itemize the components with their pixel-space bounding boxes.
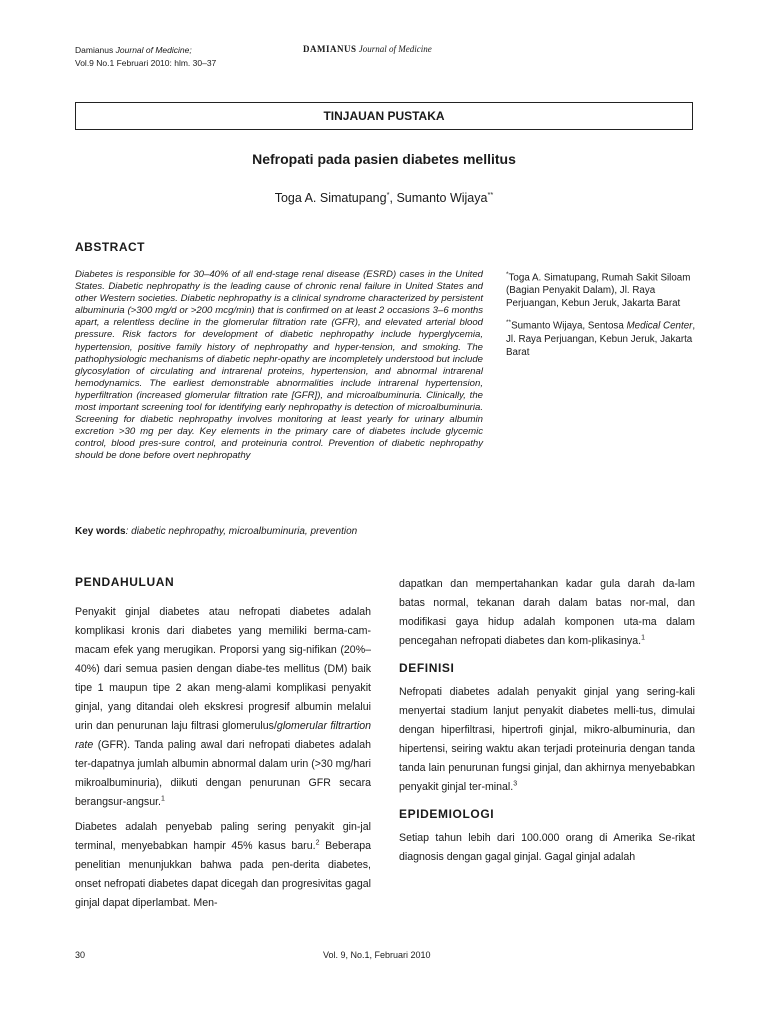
- paragraph: Nefropati diabetes adalah penyakit ginjal yang sering-kali menyertai stadium lanjut penyakit diabetes melli-tus, dimulai dengan hiperfiltrasi, hipertrofi ginjal, mikro-albuminuria, dan hipertensi, seiring waktu akan terjadi proteinuria dengan tanda tanda lain penurunan fungsi ginjal, dan akhirnya menyebabkan penyakit ginjal ter-minal.$^3$: [399, 686, 695, 793]
- section-heading-pendahuluan: PENDAHULUAN: [75, 575, 175, 589]
- affiliations: [506, 268, 698, 365]
- section-heading-definisi: DEFINISI: [399, 661, 455, 675]
- volume-line: Vol.9 No.1 Februari 2010: hlm. 30–37: [75, 58, 217, 68]
- body-column-left: [75, 575, 371, 913]
- paragraph: dapatkan dan mempertahankan kadar gula darah da-lam batas normal, tekanan darah dalam batas nor-mal, dan modifikasi gaya hidup adalah komponen uta-ma dalam pencegahan nefropati diabetes dan kom-plikasinya.$^1$: [399, 578, 695, 647]
- author-line: Toga A. Simatupang*, Sumanto Wijaya**: [274, 190, 494, 206]
- affiliation-1: *Toga A. Simatupang, Rumah Sakit Siloam (Bagian Penyakit Dalam), Jl. Raya Perjuangan, Kebun Jeruk, Jakarta Barat: [506, 271, 691, 310]
- page-number: 30: [75, 950, 86, 960]
- paragraph: Diabetes adalah penyebab paling sering penyakit gin-jal terminal, menyebabkan hampir 45% kasus baru.$^2$ Beberapa penelitian menunjukkan bahwa pada pen-derita diabetes, onset nefropati diabetes dapat dicegah dan progresivitas gagal ginjal dapat diperlambat. Men-: [75, 821, 372, 909]
- paragraph: Penyakit ginjal diabetes atau nefropati diabetes adalah komplikasi kronis dari diabetes yang memiliki berma-cam-macam efek yang merugikan. Proporsi yang sig-nifikan (20%–40%) dari semua pasien dengan diabe-tes mellitus (DM) baik tipe 1 maupun tipe 2 akan meng-alami komplikasi penyakit ginjal, yang ditandai oleh ekskresi progresif albumin melalui urin dan penurunan laju filtrasi glomerulus/glomerular filtrartion rate (GFR). Tanda paling awal dari nefropati diabetes adalah ter-dapatnya jumlah albumin abnormal dalam urin (>30 mg/hari mikroalbuminuria), diikuti dengan penurunan GFR secara berangsur-angsur.$^1$: [75, 606, 371, 808]
- journal-citation: [75, 44, 216, 70]
- abstract-heading: ABSTRACT: [75, 240, 145, 254]
- affiliation-2: **Sumanto Wijaya, Sentosa Medical Center, Jl. Raya Perjuangan, Kebun Jeruk, Jakarta Barat: [506, 319, 696, 358]
- section-heading-epidemiologi: EPIDEMIOLOGI: [399, 807, 495, 821]
- abstract-text: Diabetes is responsible for 30–40% of all end-stage renal disease (ESRD) cases in the United States. Diabetic nephropathy is the leading cause of chronic renal failure in United States and other Western societies. Diabetic nephropathy is a clinical syndrome characterized by persistent albuminuria (>300 mg/d or >200 mcg/min) that is confirmed on at least 2 occasions 3–6 months apart, a relentless decline in the glomerular filtration rate (GFR), and elevated arterial blood pressure. Risk factors for development of diabetic nephropathy include hyperglycemia, hypertension, positive family history of nephropathy and hyper-tension, and smoking. The pathophysiologic mechanisms of diabetic nephr-opathy are incompletely understood but include glycosylation of circulating and intrarenal proteins, hypertension, and abnormal intrarenal hemodynamics. The earliest demonstrable abnormalities include intrarenal hypertension, hyperfiltration (increased glomerular filtration rate [GFR]), and microalbuminuria. Clinically, the most important screening tool for identifying early nephropathy is detection of microalbuminuria. Screening for diabetic nephropathy involves monitoring at least yearly for urinary albumin excretion >30 mg per day. Key elements in the primary care of diabetes include glycemic control, blood pres-sure control, and proteinuria control. Prevention of diabetic nephropathy should be done before overt nephropathy: [75, 269, 483, 462]
- article-title: Nefropati pada pasien diabetes mellitus: [252, 151, 516, 167]
- keywords: Key words: diabetic nephropathy, microalbuminuria, prevention: [75, 526, 358, 537]
- footer-issue: Vol. 9, No.1, Februari 2010: [323, 950, 431, 960]
- journal-name-line: Damianus Journal of Medicine;: [75, 45, 192, 55]
- journal-brand: DAMIANUS Journal of Medicine: [303, 44, 432, 54]
- article-type-box: TINJAUAN PUSTAKA: [75, 102, 693, 130]
- paragraph: Setiap tahun lebih dari 100.000 orang di Amerika Se-rikat diagnosis dengan gagal ginjal. Gagal ginjal adalah: [399, 832, 695, 863]
- body-column-right: [399, 575, 695, 867]
